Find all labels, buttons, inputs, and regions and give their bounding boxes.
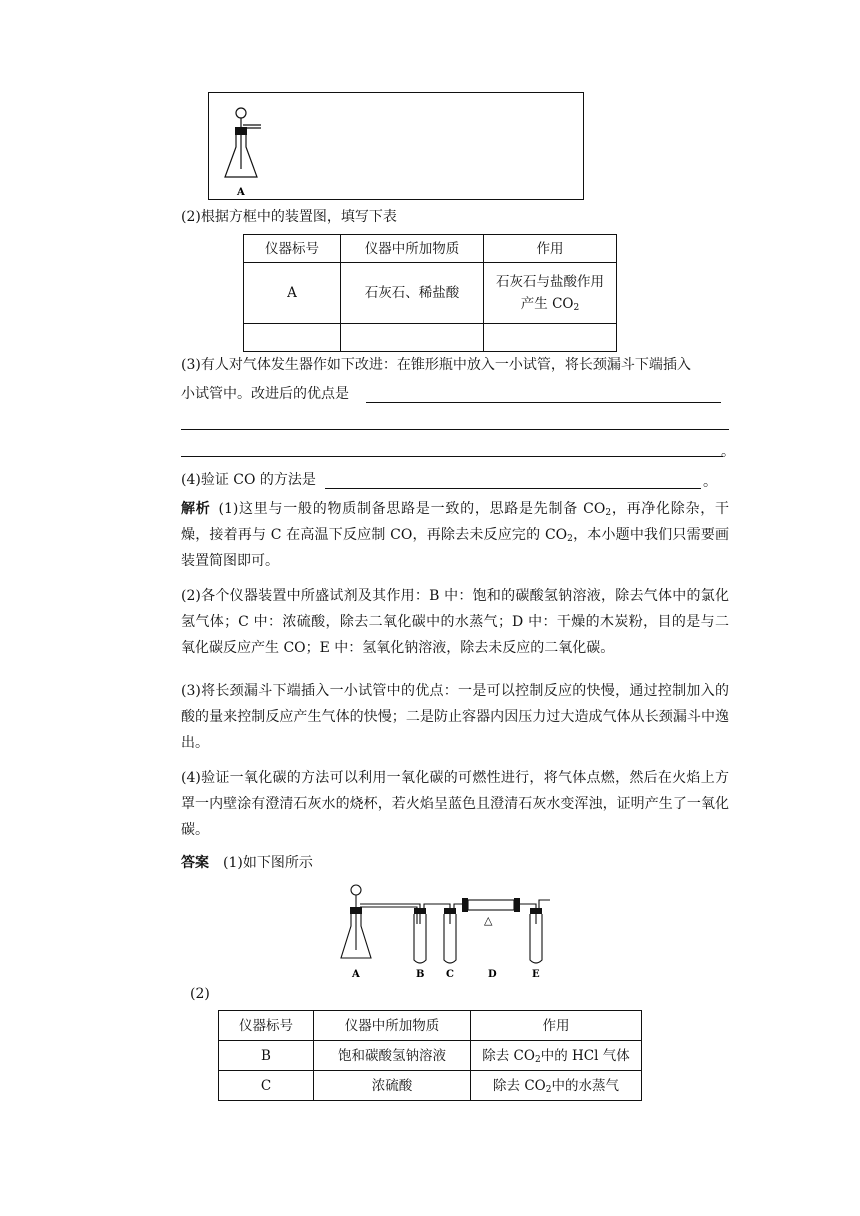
cell-substance: 浓硫酸	[314, 1071, 471, 1101]
text: 中的水蒸气	[551, 1077, 619, 1094]
table-2	[218, 1010, 642, 1101]
answer-line	[181, 853, 313, 873]
text: ，再净化除杂，干燥，接着再与 C 在高温下反应制 CO，再除去未反应完的 CO	[181, 501, 730, 543]
answer-heading: 答案	[181, 855, 209, 871]
analysis-p3: (3)将长颈漏斗下端插入一小试管中的优点：一是可以控制反应的快慢，通过控制加入的酸的量来控制反应产生气体的快慢；二是防止容器内因压力过大造成气体从长颈漏斗中逸出。	[181, 683, 729, 751]
effect-text: 产生 CO	[520, 296, 574, 312]
answer-2-label: (2)	[190, 986, 210, 1002]
question-3-line-2: 小试管中。改进后的优点是	[181, 386, 349, 402]
label-a: A	[237, 187, 245, 198]
answer-blank[interactable]	[366, 402, 721, 403]
effect-line-1: 石灰石与盐酸作用	[496, 274, 604, 290]
cell-id: A	[244, 263, 341, 324]
answer-blank[interactable]	[325, 488, 701, 489]
analysis-p1	[181, 496, 729, 574]
cell-effect	[484, 263, 617, 324]
subscript: 2	[567, 534, 573, 544]
cell-id: B	[219, 1041, 314, 1071]
heat-symbol: △	[484, 914, 493, 927]
analysis-heading: 解析	[181, 501, 211, 517]
label-e: E	[532, 969, 540, 980]
answer-text: (1)如下图所示	[223, 855, 313, 871]
table-row	[219, 1041, 642, 1071]
cell-effect	[471, 1071, 642, 1101]
question-2: (2)根据方框中的装置图，填写下表	[181, 209, 397, 225]
question-4: (4)验证 CO 的方法是	[181, 472, 316, 488]
cell-effect	[471, 1041, 642, 1071]
answer-blank[interactable]	[181, 456, 723, 457]
apparatus-diagram	[338, 880, 558, 980]
table-row	[219, 1071, 642, 1101]
text: 中的 HCl 气体	[540, 1047, 630, 1064]
analysis-p4: (4)验证一氧化碳的方法可以利用一氧化碳的可燃性进行，将气体点燃，然后在火焰上方罩一内壁涂有澄清石灰水的烧杯，若火焰呈蓝色且澄清石灰水变浑浊，证明产生了一氧化碳。	[181, 770, 729, 838]
text: ，本小题中我们只需要画装置简图即可。	[181, 527, 730, 569]
header-cell: 作用	[484, 235, 617, 263]
subscript: 2	[573, 303, 580, 313]
subscript: 2	[605, 508, 612, 518]
label-d: D	[488, 969, 497, 980]
header-cell: 仪器标号	[244, 235, 341, 263]
table-1	[243, 234, 617, 352]
cell-substance: 饱和碳酸氢钠溶液	[314, 1041, 471, 1071]
flask-a-diagram	[223, 95, 283, 201]
empty-cell	[244, 324, 341, 352]
text: 除去 CO	[493, 1077, 546, 1094]
figure-frame	[208, 92, 584, 200]
answer-blank[interactable]	[181, 429, 729, 430]
text: 除去 CO	[482, 1047, 535, 1064]
cell-substance: 石灰石、稀盐酸	[341, 263, 484, 324]
label-b: B	[416, 969, 425, 980]
subscript: 2	[545, 1084, 552, 1095]
header-cell: 仪器标号	[219, 1011, 314, 1041]
subscript: 2	[534, 1054, 541, 1065]
effect-line-2	[488, 293, 612, 315]
empty-cell	[341, 324, 484, 352]
label-a: A	[352, 969, 360, 980]
text: (1)这里与一般的物质制备思路是一致的，思路是先制备 CO	[218, 501, 606, 517]
header-cell: 仪器中所加物质	[341, 235, 484, 263]
period: 。	[721, 444, 735, 460]
header-cell: 仪器中所加物质	[314, 1011, 471, 1041]
analysis-p2: (2)各个仪器装置中所盛试剂及其作用：B 中：饱和的碳酸氢钠溶液，除去气体中的氯化氢气体；C 中：浓硫酸，除去二氧化碳中的水蒸气；D 中：干燥的木炭粉，目的是与二氧化碳反应产生 CO；E 中：氢氧化钠溶液，除去未反应的二氧化碳。	[181, 588, 729, 656]
label-c: C	[446, 969, 454, 980]
period: 。	[703, 474, 717, 490]
empty-cell	[484, 324, 617, 352]
question-3-line-1: (3)有人对气体发生器作如下改进：在锥形瓶中放入一小试管，将长颈漏斗下端插入	[181, 357, 691, 373]
cell-id: C	[219, 1071, 314, 1101]
header-cell: 作用	[471, 1011, 642, 1041]
